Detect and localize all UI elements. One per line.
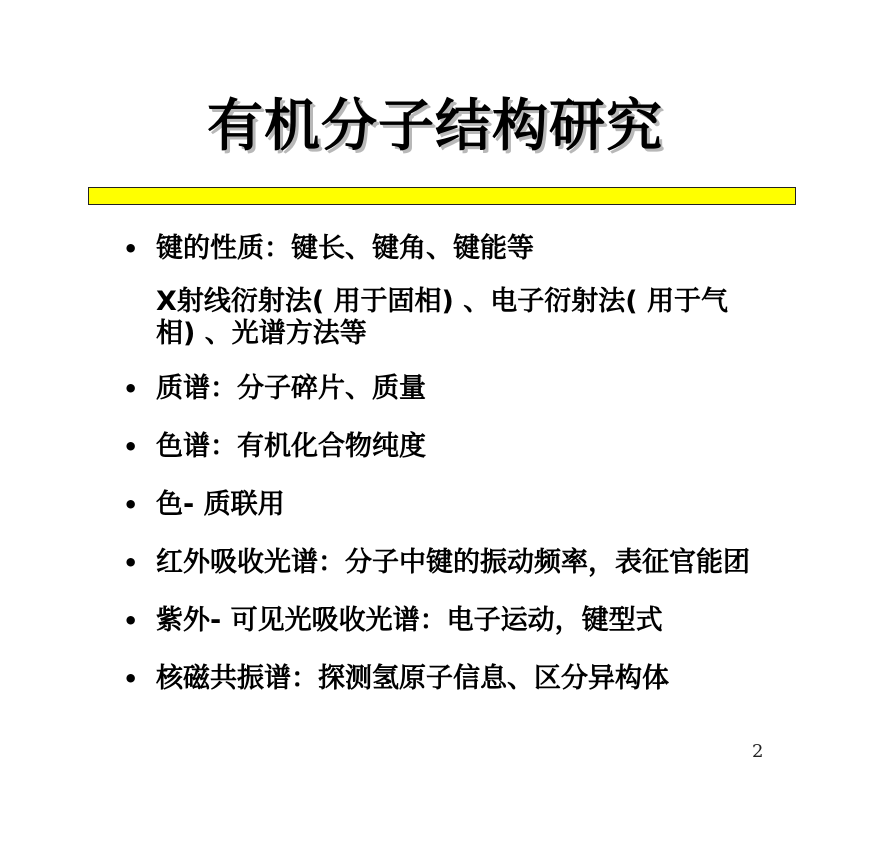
bullet-icon: • [123, 491, 139, 519]
bullet-item-nmr [120, 662, 840, 696]
bullet-text: 核磁共振谱：探测氢原子信息、区分异构体 [156, 663, 669, 694]
bullet-item-bond-properties [120, 232, 840, 266]
bullet-icon: • [123, 235, 139, 263]
slide-title: 有机分子结构研究 [207, 94, 663, 159]
bullet-item-mass-spec [120, 372, 840, 406]
bullet-icon: • [123, 433, 139, 461]
sub-item-methods: X射线衍射法( 用于固相) 、电子衍射法( 用于气相) 、光谱方法等 [156, 286, 729, 349]
bullet-icon: • [123, 607, 139, 635]
bullet-text: 红外吸收光谱：分子中键的振动频率，表征官能团 [156, 547, 750, 578]
bullet-text: 色谱：有机化合物纯度 [156, 431, 426, 462]
bullet-item-uv-vis [120, 604, 840, 638]
bullet-text: 质谱：分子碎片、质量 [156, 373, 426, 404]
bullet-text: 色- 质联用 [156, 489, 285, 520]
title-underline-bar [88, 187, 796, 205]
bullet-icon: • [123, 375, 139, 403]
bullet-icon: • [123, 665, 139, 693]
page-number: 2 [752, 741, 764, 762]
bullet-icon: • [123, 549, 139, 577]
bullet-item-ir [120, 546, 840, 580]
bullet-item-chromatography [120, 430, 840, 464]
bullet-text: 键的性质：键长、键角、键能等 [156, 233, 534, 264]
bullet-list [120, 232, 840, 720]
bullet-text: 紫外- 可见光吸收光谱：电子运动，键型式 [156, 605, 663, 636]
bullet-item-gc-ms [120, 488, 840, 522]
